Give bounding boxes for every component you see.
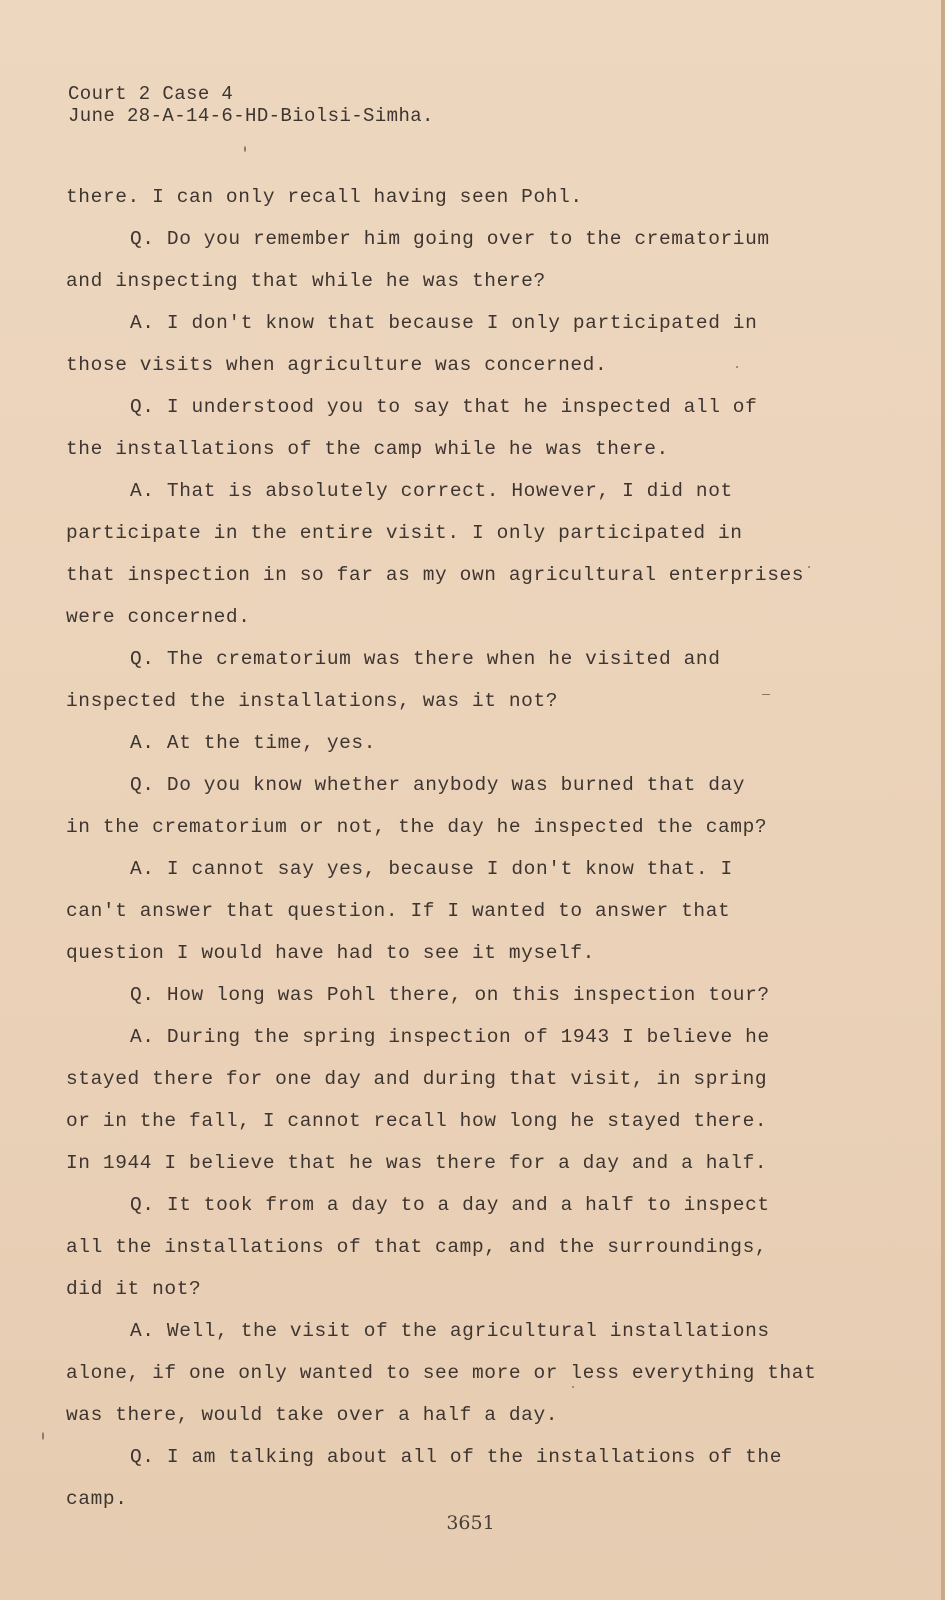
transcript-line: A. I don't know that because I only participated in bbox=[130, 312, 758, 334]
transcript-line: Q. Do you know whether anybody was burned that day bbox=[130, 774, 746, 796]
transcript-line: A. At the time, yes. bbox=[130, 732, 377, 754]
transcript-line: inspected the installations, was it not? bbox=[66, 690, 559, 712]
transcript-line: can't answer that question. If I wanted to answer that bbox=[66, 900, 731, 922]
paper-speck bbox=[762, 694, 770, 695]
transcript-line: Q. It took from a day to a day and a half to inspect bbox=[130, 1194, 770, 1216]
paper-speck bbox=[244, 146, 246, 152]
transcript-line: those visits when agriculture was concerned. bbox=[66, 354, 608, 376]
transcript-line: Q. How long was Pohl there, on this inspection tour? bbox=[130, 984, 770, 1006]
header-court-case: Court 2 Case 4 bbox=[68, 83, 234, 105]
transcript-line: was there, would take over a half a day. bbox=[66, 1404, 559, 1426]
transcript-line: A. Well, the visit of the agricultural installations bbox=[130, 1320, 770, 1342]
paper-speck bbox=[736, 366, 738, 368]
transcript-line: A. During the spring inspection of 1943 I believe he bbox=[130, 1026, 770, 1048]
paper-speck bbox=[808, 566, 810, 568]
transcript-line: A. That is absolutely correct. However, I did not bbox=[130, 480, 733, 502]
transcript-line: there. I can only recall having seen Pohl. bbox=[66, 186, 583, 208]
transcript-line: participate in the entire visit. I only participated in bbox=[66, 522, 743, 544]
paper-speck bbox=[572, 1386, 574, 1388]
transcript-line: in the crematorium or not, the day he inspected the camp? bbox=[66, 816, 768, 838]
header-session-id: June 28-A-14-6-HD-Biolsi-Simha. bbox=[68, 105, 434, 127]
transcript-line: stayed there for one day and during that visit, in spring bbox=[66, 1068, 768, 1090]
transcript-line: all the installations of that camp, and the surroundings, bbox=[66, 1236, 768, 1258]
page-number: 3651 bbox=[446, 1512, 495, 1534]
transcript-line: Q. I understood you to say that he inspected all of bbox=[130, 396, 758, 418]
paper-speck bbox=[42, 1432, 44, 1440]
transcript-line: and inspecting that while he was there? bbox=[66, 270, 546, 292]
transcript-line: alone, if one only wanted to see more or less everything that bbox=[66, 1362, 817, 1384]
transcript-line: question I would have had to see it myself. bbox=[66, 942, 595, 964]
transcript-line: In 1944 I believe that he was there for a day and a half. bbox=[66, 1152, 768, 1174]
transcript-line: did it not? bbox=[66, 1278, 202, 1300]
document-header bbox=[68, 83, 434, 127]
transcript-line: camp. bbox=[66, 1488, 128, 1510]
transcript-line: Q. The crematorium was there when he visited and bbox=[130, 648, 721, 670]
transcript-line: Q. Do you remember him going over to the crematorium bbox=[130, 228, 770, 250]
transcript-line: the installations of the camp while he was there. bbox=[66, 438, 669, 460]
transcript-line: or in the fall, I cannot recall how long he stayed there. bbox=[66, 1110, 768, 1132]
transcript-line: A. I cannot say yes, because I don't know that. I bbox=[130, 858, 733, 880]
transcript-line: were concerned. bbox=[66, 606, 251, 628]
transcript-body bbox=[66, 176, 856, 1520]
transcript-line: Q. I am talking about all of the installations of the bbox=[130, 1446, 783, 1468]
transcript-line: that inspection in so far as my own agricultural enterprises bbox=[66, 564, 805, 586]
